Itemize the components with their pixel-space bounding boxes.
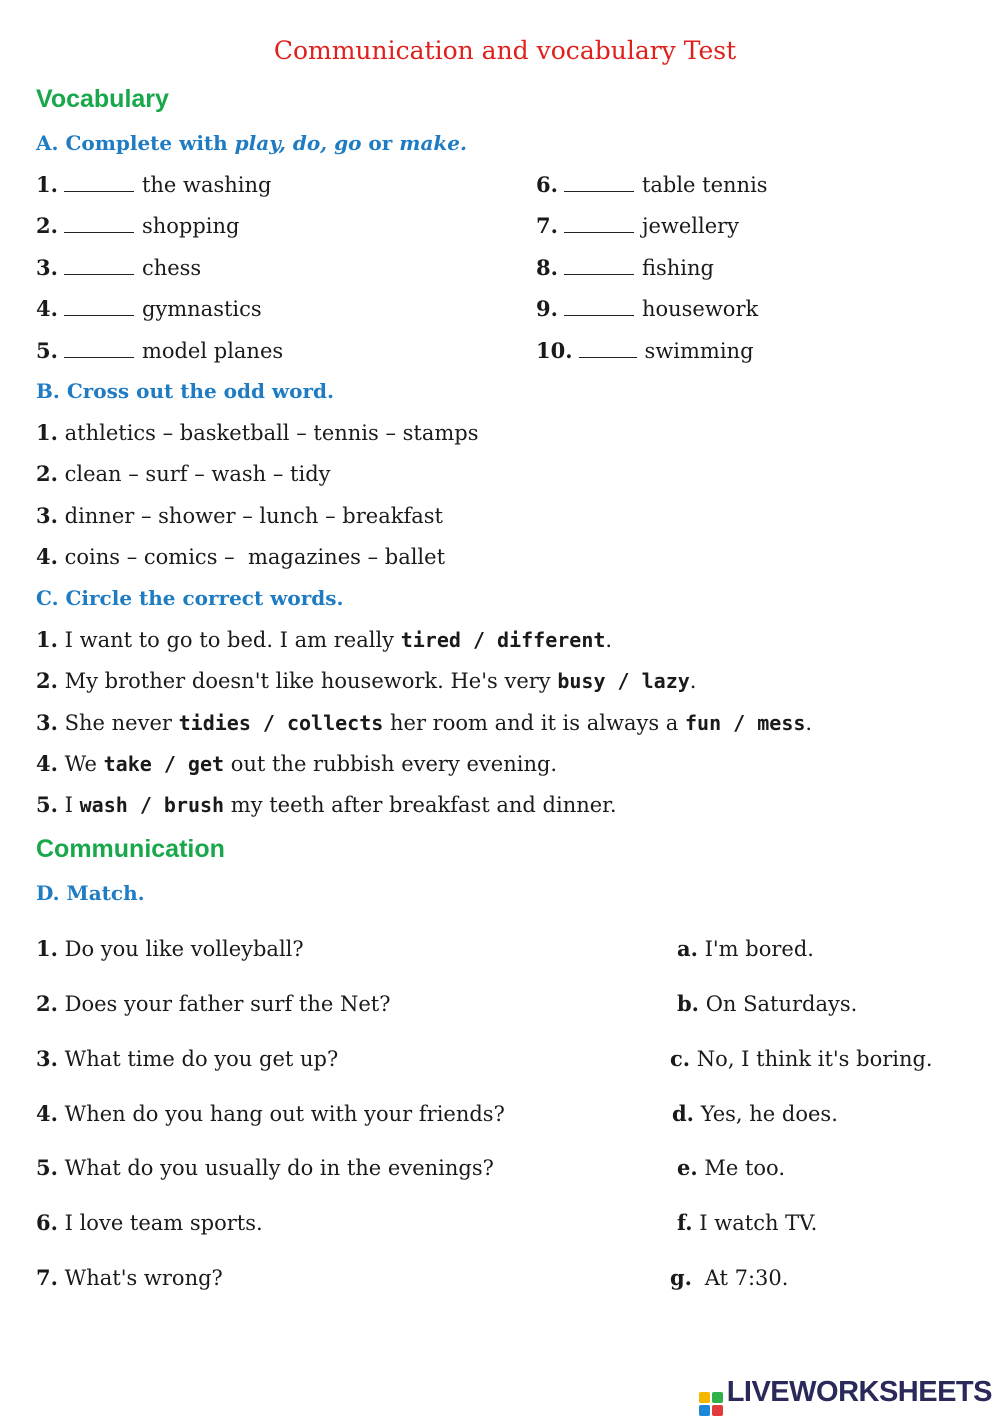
answer-letter: g. bbox=[670, 1265, 692, 1290]
answer-blank[interactable] bbox=[64, 175, 134, 192]
answer-letter: f. bbox=[677, 1210, 693, 1235]
circle-item bbox=[36, 668, 696, 693]
item-number: 4. bbox=[36, 751, 58, 776]
item-number: 9. bbox=[536, 296, 558, 321]
item-text: I bbox=[64, 793, 80, 817]
item-text: Do you like volleyball? bbox=[64, 937, 304, 961]
answer-blank[interactable] bbox=[64, 258, 134, 275]
answer-blank[interactable] bbox=[64, 341, 134, 358]
fill-item bbox=[36, 338, 283, 363]
item-text: fishing bbox=[641, 256, 714, 280]
logo-block bbox=[712, 1405, 723, 1416]
item-number: 7. bbox=[36, 1265, 58, 1290]
fill-item bbox=[536, 213, 739, 238]
answer-blank[interactable] bbox=[564, 216, 634, 233]
section-a-or: or bbox=[368, 131, 393, 155]
item-text: out the rubbish every evening. bbox=[224, 752, 558, 776]
item-text: housework bbox=[641, 297, 759, 321]
item-text: What do you usually do in the evenings? bbox=[64, 1156, 494, 1180]
item-number: 1. bbox=[36, 627, 58, 652]
item-text: We bbox=[64, 752, 104, 776]
match-question[interactable] bbox=[36, 1101, 505, 1126]
item-number: 3. bbox=[36, 1046, 58, 1071]
circle-item bbox=[36, 751, 557, 776]
item-number: 1. bbox=[36, 420, 58, 445]
match-question[interactable] bbox=[36, 1155, 494, 1180]
item-number: 5. bbox=[36, 1155, 58, 1180]
item-text: swimming bbox=[644, 339, 754, 363]
logo-block bbox=[712, 1392, 723, 1403]
item-number: 3. bbox=[36, 255, 58, 280]
match-question[interactable] bbox=[36, 991, 390, 1016]
match-question[interactable] bbox=[36, 1265, 223, 1290]
item-text: When do you hang out with your friends? bbox=[64, 1102, 505, 1126]
section-a-prefix: Complete with bbox=[65, 131, 228, 155]
answer-blank[interactable] bbox=[64, 216, 134, 233]
fill-item bbox=[36, 255, 201, 280]
item-text: dinner – shower – lunch – breakfast bbox=[64, 504, 443, 528]
word-choice[interactable]: wash / brush bbox=[79, 793, 225, 817]
item-text: her room and it is always a bbox=[383, 711, 685, 735]
answer-blank[interactable] bbox=[564, 175, 634, 192]
item-number: 7. bbox=[536, 213, 558, 238]
odd-word-item[interactable] bbox=[36, 420, 479, 445]
item-text: chess bbox=[141, 256, 202, 280]
answer-text: I'm bored. bbox=[704, 937, 814, 961]
item-number: 8. bbox=[536, 255, 558, 280]
answer-blank[interactable] bbox=[64, 299, 134, 316]
answer-letter: e. bbox=[677, 1155, 698, 1180]
item-number: 10. bbox=[536, 338, 573, 363]
item-number: 1. bbox=[36, 936, 58, 961]
match-answer[interactable] bbox=[670, 1046, 933, 1071]
odd-word-item[interactable] bbox=[36, 544, 445, 569]
circle-item bbox=[36, 627, 612, 652]
section-a-heading bbox=[36, 131, 467, 155]
word-choice[interactable]: take / get bbox=[103, 752, 225, 776]
odd-word-item[interactable] bbox=[36, 461, 331, 486]
answer-text: At 7:30. bbox=[704, 1266, 789, 1290]
item-number: 2. bbox=[36, 668, 58, 693]
item-text: jewellery bbox=[641, 214, 740, 238]
logo-text: LIVEWORKSHEETS bbox=[726, 1376, 992, 1408]
liveworksheets-logo[interactable] bbox=[699, 1376, 992, 1416]
item-text: What time do you get up? bbox=[64, 1047, 339, 1071]
word-choice[interactable]: busy / lazy bbox=[557, 669, 690, 693]
answer-text: No, I think it's boring. bbox=[696, 1047, 933, 1071]
fill-item bbox=[36, 172, 272, 197]
answer-letter: a. bbox=[677, 936, 698, 961]
answer-text: I watch TV. bbox=[699, 1211, 818, 1235]
logo-block bbox=[699, 1405, 710, 1416]
answer-text: Me too. bbox=[704, 1156, 785, 1180]
match-answer[interactable] bbox=[677, 1210, 817, 1235]
fill-item bbox=[536, 338, 754, 363]
item-text: athletics – basketball – tennis – stamps bbox=[64, 421, 479, 445]
item-text: the washing bbox=[141, 173, 272, 197]
answer-text: Yes, he does. bbox=[700, 1102, 838, 1126]
item-number: 5. bbox=[36, 792, 58, 817]
answer-blank[interactable] bbox=[579, 341, 637, 358]
item-number: 2. bbox=[36, 213, 58, 238]
section-d-heading: D. Match. bbox=[36, 881, 145, 905]
item-text: my teeth after breakfast and dinner. bbox=[224, 793, 617, 817]
page-title: Communication and vocabulary Test bbox=[273, 36, 737, 65]
item-text: I love team sports. bbox=[64, 1211, 263, 1235]
fill-item bbox=[536, 172, 768, 197]
item-text: . bbox=[605, 628, 613, 652]
item-number: 4. bbox=[36, 544, 58, 569]
section-a-word-go: go bbox=[334, 131, 362, 155]
section-a-word-play: play, bbox=[234, 131, 286, 155]
item-text: gymnastics bbox=[141, 297, 262, 321]
item-number: 1. bbox=[36, 172, 58, 197]
item-text: model planes bbox=[141, 339, 284, 363]
match-answer[interactable] bbox=[677, 991, 857, 1016]
match-answer[interactable] bbox=[677, 1155, 785, 1180]
circle-item bbox=[36, 710, 812, 735]
item-text: I want to go to bed. I am really bbox=[64, 628, 401, 652]
match-question[interactable] bbox=[36, 1046, 338, 1071]
fill-item bbox=[536, 255, 714, 280]
odd-word-item[interactable] bbox=[36, 503, 443, 528]
vocabulary-heading: Vocabulary bbox=[36, 85, 169, 113]
answer-letter: d. bbox=[672, 1101, 694, 1126]
communication-heading: Communication bbox=[36, 835, 225, 863]
match-answer[interactable] bbox=[672, 1101, 838, 1126]
section-c-heading: C. Circle the correct words. bbox=[36, 586, 344, 610]
item-text: What's wrong? bbox=[64, 1266, 223, 1290]
section-a-word-do: do, bbox=[292, 131, 328, 155]
item-text: My brother doesn't like housework. He's very bbox=[64, 669, 558, 693]
section-b-heading: B. Cross out the odd word. bbox=[36, 379, 334, 403]
item-number: 6. bbox=[36, 1210, 58, 1235]
match-question[interactable] bbox=[36, 936, 304, 961]
circle-item bbox=[36, 792, 617, 817]
item-number: 4. bbox=[36, 1101, 58, 1126]
item-number: 4. bbox=[36, 296, 58, 321]
logo-blocks-icon bbox=[699, 1392, 723, 1416]
logo-block bbox=[699, 1392, 710, 1403]
item-number: 2. bbox=[36, 991, 58, 1016]
answer-text: On Saturdays. bbox=[705, 992, 858, 1016]
word-choice[interactable]: fun / mess bbox=[684, 711, 806, 735]
match-question[interactable] bbox=[36, 1210, 263, 1235]
section-a-letter: A. bbox=[36, 131, 59, 155]
item-number: 5. bbox=[36, 338, 58, 363]
item-text: shopping bbox=[141, 214, 240, 238]
answer-letter: c. bbox=[670, 1046, 691, 1071]
fill-item bbox=[36, 296, 262, 321]
word-choice[interactable]: tidies / collects bbox=[178, 711, 384, 735]
section-a-word-make: make. bbox=[399, 131, 467, 155]
item-text: . bbox=[805, 711, 813, 735]
item-text: She never bbox=[64, 711, 179, 735]
fill-item bbox=[36, 213, 239, 238]
item-text: Does your father surf the Net? bbox=[64, 992, 391, 1016]
item-number: 3. bbox=[36, 710, 58, 735]
answer-blank[interactable] bbox=[564, 258, 634, 275]
item-number: 3. bbox=[36, 503, 58, 528]
match-answer[interactable] bbox=[677, 936, 814, 961]
item-text: clean – surf – wash – tidy bbox=[64, 462, 331, 486]
item-number: 6. bbox=[536, 172, 558, 197]
fill-item bbox=[536, 296, 758, 321]
item-text: . bbox=[689, 669, 697, 693]
answer-letter: b. bbox=[677, 991, 699, 1016]
word-choice[interactable]: tired / different bbox=[400, 628, 606, 652]
match-answer[interactable] bbox=[670, 1265, 788, 1290]
answer-blank[interactable] bbox=[564, 299, 634, 316]
item-number: 2. bbox=[36, 461, 58, 486]
item-text: table tennis bbox=[641, 173, 768, 197]
item-text: coins – comics – magazines – ballet bbox=[64, 545, 446, 569]
